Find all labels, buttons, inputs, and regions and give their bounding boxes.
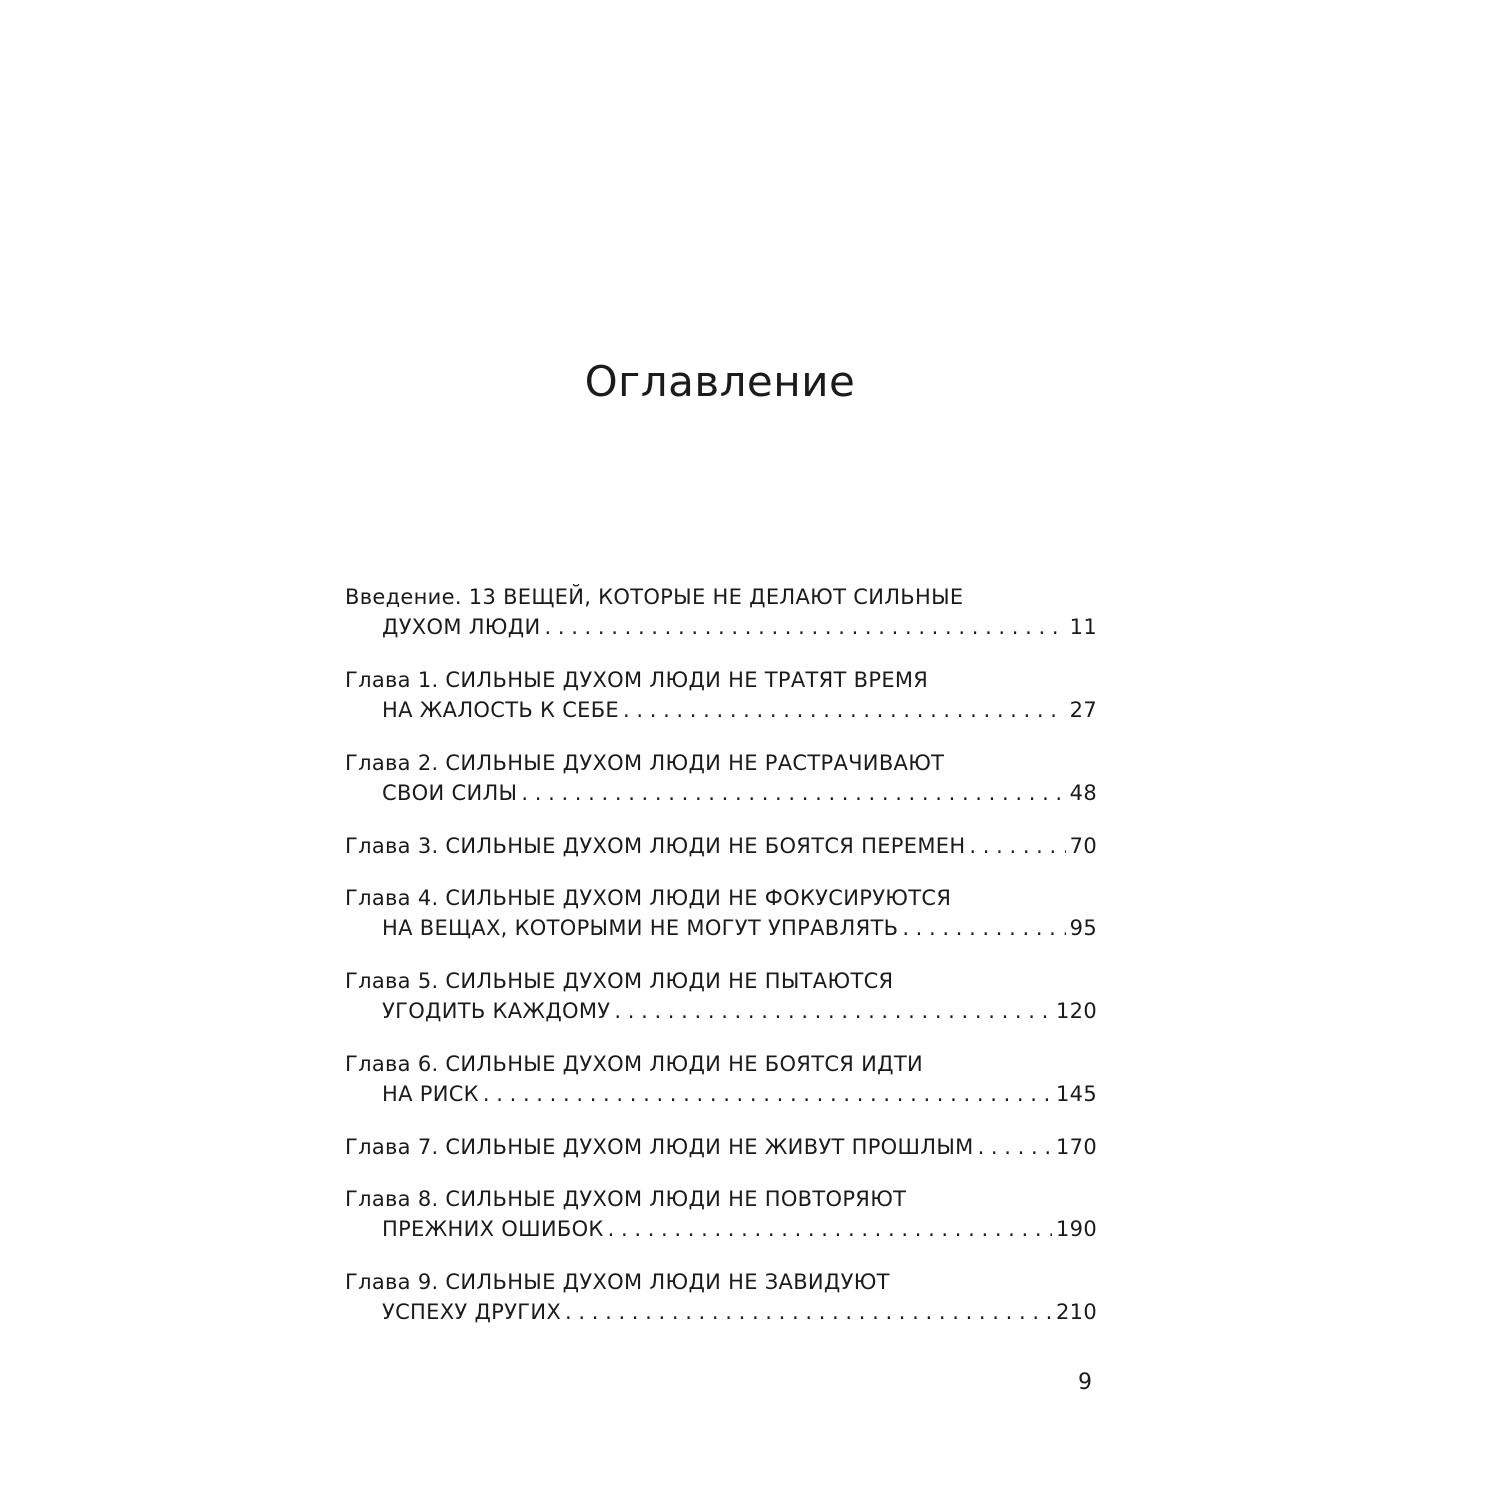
toc-entry-page: 145 xyxy=(1056,1082,1097,1106)
toc-entry-page: 210 xyxy=(1056,1300,1097,1324)
toc-entry-chapter-9[interactable] xyxy=(345,1267,1097,1327)
toc-entry-chapter-6[interactable] xyxy=(345,1049,1097,1109)
toc-entry-page: 70 xyxy=(1069,834,1097,858)
toc-entry-page: 27 xyxy=(1069,698,1097,722)
dot-leader xyxy=(565,1297,1052,1327)
toc-entry-chapter-7[interactable] xyxy=(345,1132,1097,1162)
page-number: 9 xyxy=(1078,1370,1092,1395)
dot-leader xyxy=(614,996,1052,1026)
toc-entry-page: 48 xyxy=(1069,781,1097,805)
dot-leader xyxy=(978,1132,1052,1162)
toc-entry-chapter-8[interactable] xyxy=(345,1184,1097,1244)
toc-entry-title-line1: Глава 1. СИЛЬНЫЕ ДУХОМ ЛЮДИ НЕ ТРАТЯТ ВРЕМЯ xyxy=(345,668,929,692)
toc-entry-chapter-2[interactable] xyxy=(345,748,1097,808)
toc-entry-page: 190 xyxy=(1056,1217,1097,1241)
toc-entry-title-line1: Глава 2. СИЛЬНЫЕ ДУХОМ ЛЮДИ НЕ РАСТРАЧИВАЮТ xyxy=(345,751,945,775)
dot-leader xyxy=(969,831,1065,861)
toc-entry-page: 170 xyxy=(1056,1135,1097,1159)
toc-entry-title-line2: УСПЕХУ ДРУГИХ xyxy=(382,1300,562,1324)
toc-entry-page: 11 xyxy=(1069,615,1097,639)
toc-entry-introduction[interactable] xyxy=(345,582,1097,642)
toc-entry-title-line1: Глава 8. СИЛЬНЫЕ ДУХОМ ЛЮДИ НЕ ПОВТОРЯЮТ xyxy=(345,1187,907,1211)
toc-entry-chapter-5[interactable] xyxy=(345,966,1097,1026)
toc-entry-title-line1: Введение. 13 ВЕЩЕЙ, КОТОРЫЕ НЕ ДЕЛАЮТ СИЛЬНЫЕ xyxy=(345,585,964,609)
toc-entry-chapter-3[interactable] xyxy=(345,831,1097,861)
toc-entry-page: 95 xyxy=(1069,916,1097,940)
toc-entry-chapter-4[interactable] xyxy=(345,883,1097,943)
toc-entry-title: Глава 7. СИЛЬНЫЕ ДУХОМ ЛЮДИ НЕ ЖИВУТ ПРОШЛЫМ xyxy=(345,1135,974,1159)
toc-entry-title-line2: НА ВЕЩАХ, КОТОРЫМИ НЕ МОГУТ УПРАВЛЯТЬ xyxy=(382,916,899,940)
toc-entry-title-line2: ПРЕЖНИХ ОШИБОК xyxy=(382,1217,604,1241)
dot-leader xyxy=(545,612,1066,642)
toc-entry-title-line2: УГОДИТЬ КАЖДОМУ xyxy=(382,999,611,1023)
dot-leader xyxy=(623,695,1066,725)
toc-entry-title-line2: НА РИСК xyxy=(382,1082,479,1106)
toc-entry-page: 120 xyxy=(1056,999,1097,1023)
dot-leader xyxy=(608,1214,1052,1244)
toc-entry-title-line1: Глава 5. СИЛЬНЫЕ ДУХОМ ЛЮДИ НЕ ПЫТАЮТСЯ xyxy=(345,969,894,993)
toc-entry-title-line1: Глава 4. СИЛЬНЫЕ ДУХОМ ЛЮДИ НЕ ФОКУСИРУЮТСЯ xyxy=(345,886,952,910)
toc-entry-title-line2: СВОИ СИЛЫ xyxy=(382,781,518,805)
dot-leader xyxy=(902,913,1065,943)
dot-leader xyxy=(483,1079,1052,1109)
toc-entry-chapter-1[interactable] xyxy=(345,665,1097,725)
toc-entry-title-line1: Глава 9. СИЛЬНЫЕ ДУХОМ ЛЮДИ НЕ ЗАВИДУЮТ xyxy=(345,1270,890,1294)
toc-entry-title-line2: ДУХОМ ЛЮДИ xyxy=(382,615,541,639)
toc-entry-title-line1: Глава 6. СИЛЬНЫЕ ДУХОМ ЛЮДИ НЕ БОЯТСЯ ИДТИ xyxy=(345,1052,923,1076)
toc-entry-title: Глава 3. СИЛЬНЫЕ ДУХОМ ЛЮДИ НЕ БОЯТСЯ ПЕРЕМЕН xyxy=(345,834,966,858)
page-title: Оглавление xyxy=(584,357,856,406)
dot-leader xyxy=(521,778,1065,808)
toc-entry-title-line2: НА ЖАЛОСТЬ К СЕБЕ xyxy=(382,698,620,722)
